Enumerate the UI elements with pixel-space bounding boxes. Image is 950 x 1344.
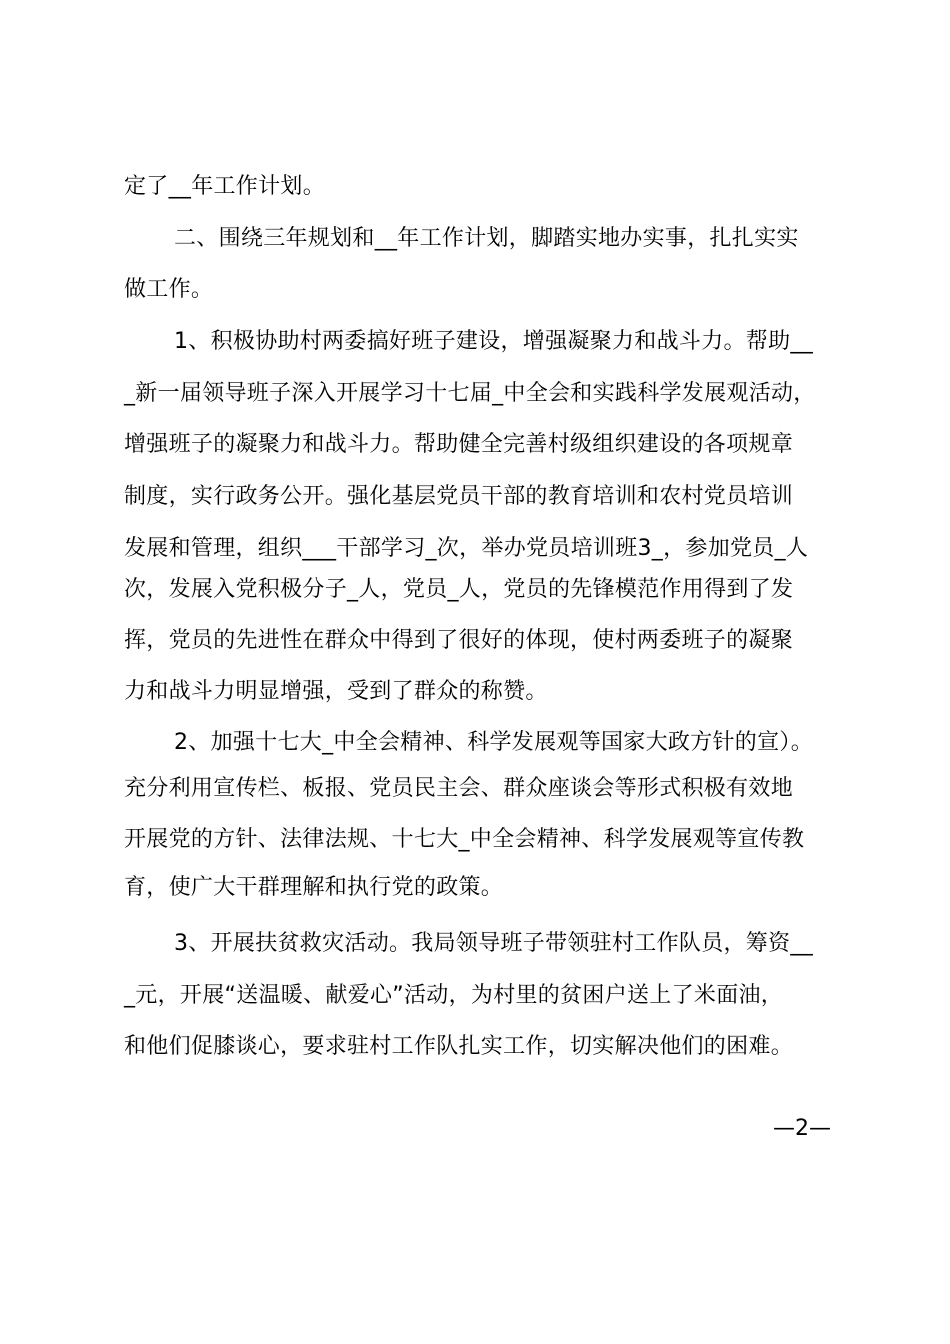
text-line: 开展党的方针、法律法规、十七大_中全会精神、科学发展观等宣传教 <box>124 827 805 852</box>
text-line: _元，开展“送温暖、献爱心”活动，为村里的贫困户送上了米面油， <box>124 983 784 1008</box>
text-line: 充分利用宣传栏、板报、党员民主会、群众座谈会等形式积极有效地 <box>124 776 794 801</box>
text-line: 2、加强十七大_中全会精神、科学发展观等国家大政方针的宣）。 <box>174 730 813 755</box>
text-line: 发展和管理，组织___干部学习_次，举办党员培训班3_，参加党员_人 <box>124 536 809 561</box>
text-line: 育，使广大干群理解和执行党的政策。 <box>124 875 504 900</box>
page-number: —2— <box>773 1116 831 1141</box>
section-heading: 二、围绕三年规划和__年工作计划，脚踏实地办实事，扎扎实实 <box>174 226 799 251</box>
text-line: 和他们促膝谈心，要求驻村工作队扎实工作，切实解决他们的困难。 <box>124 1034 794 1059</box>
text-line: 挥，党员的先进性在群众中得到了很好的体现，使村两委班子的凝聚 <box>124 628 794 653</box>
text-line: 1、积极协助村两委搞好班子建设，增强凝聚力和战斗力。帮助__ <box>174 329 813 354</box>
text-line: 定了__年工作计划。 <box>124 174 326 199</box>
text-line: 力和战斗力明显增强，受到了群众的称赞。 <box>124 679 548 704</box>
text-line: 做工作。 <box>124 277 214 302</box>
text-line: _新一届领导班子深入开展学习十七届_中全会和实践科学发展观活动， <box>124 381 816 406</box>
text-line: 增强班子的凝聚力和战斗力。帮助健全完善村级组织建设的各项规章 <box>124 432 794 457</box>
text-line: 次，发展入党积极分子_人，党员_人，党员的先锋模范作用得到了发 <box>124 577 794 602</box>
text-line: 3、开展扶贫救灾活动。我局领导班子带领驻村工作队员，筹资__ <box>174 931 813 956</box>
text-line: 制度，实行政务公开。强化基层党员干部的教育培训和农村党员培训 <box>124 484 794 509</box>
